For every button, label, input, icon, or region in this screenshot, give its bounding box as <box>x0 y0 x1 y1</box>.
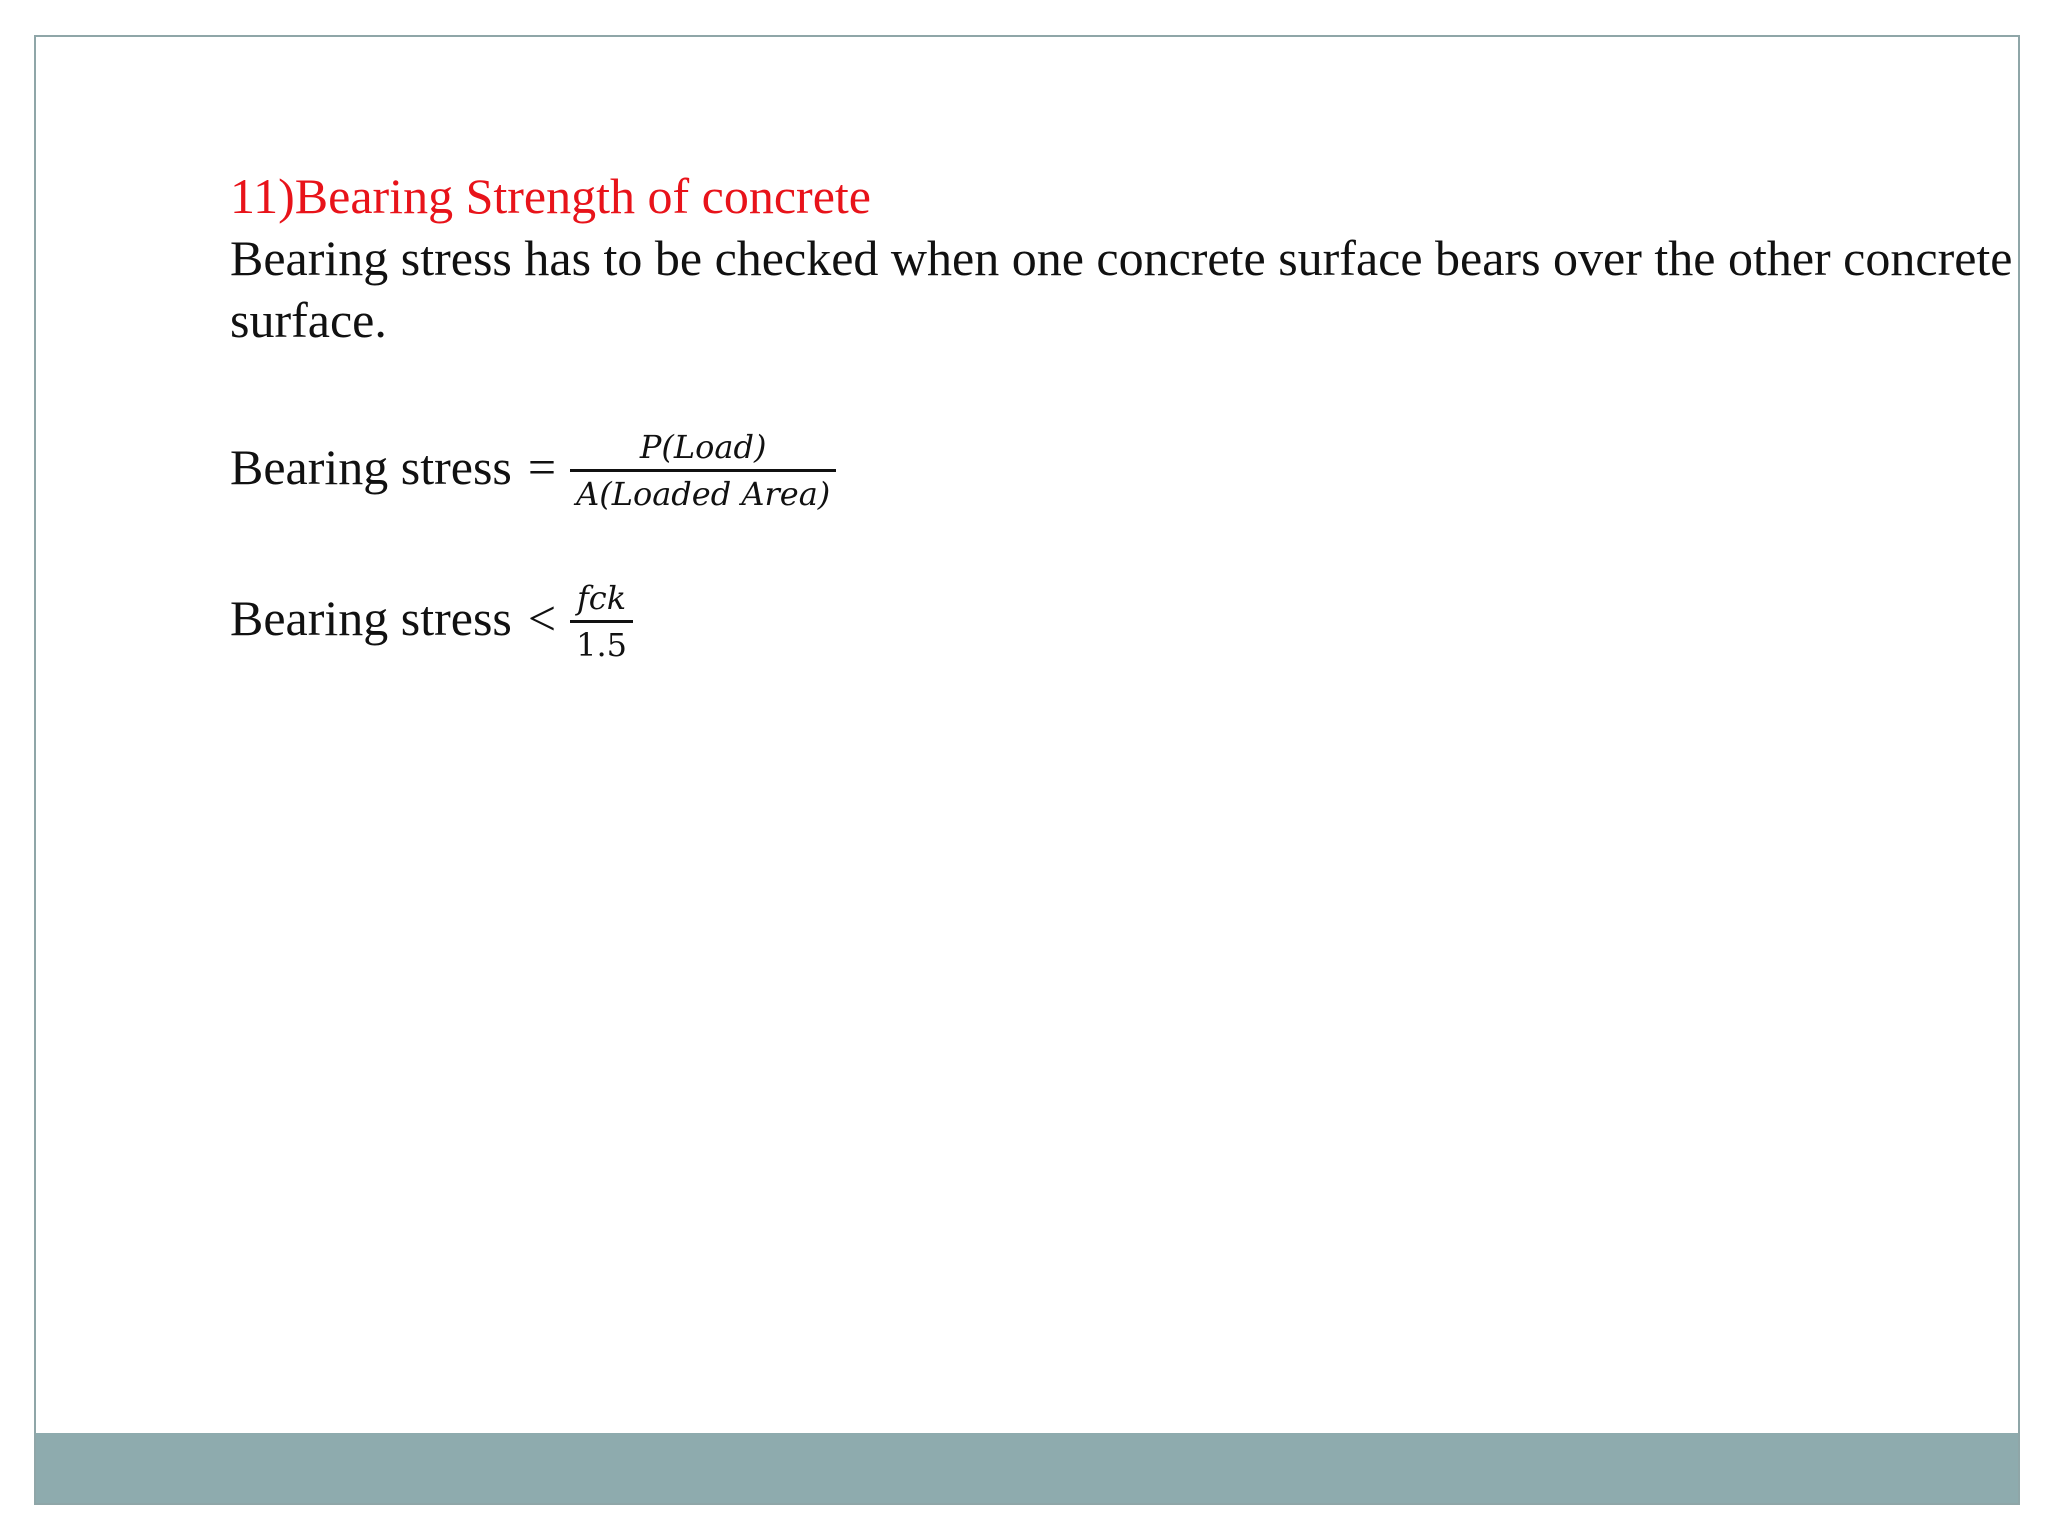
slide-content <box>230 165 2018 663</box>
slide-paragraph: Bearing stress has to be checked when one concrete surface bears over the other concrete surface. <box>230 230 2013 348</box>
formula-operator: = <box>527 438 557 495</box>
fraction-numerator: P(Load) <box>639 428 767 466</box>
formula-lhs: Bearing stress <box>230 589 512 646</box>
formula-fraction <box>570 576 633 667</box>
slide-heading: 11)Bearing Strength of concrete <box>230 168 871 224</box>
formula-bearing-stress-limit <box>230 572 2018 663</box>
formula-lhs: Bearing stress <box>230 438 512 495</box>
formula-fraction <box>570 425 836 516</box>
fraction-denominator: A(Loaded Area) <box>576 475 831 513</box>
footer-bar <box>36 1433 2018 1503</box>
slide <box>34 35 2020 1505</box>
fraction-denominator: 1.5 <box>576 626 627 664</box>
formula-bearing-stress-definition <box>230 421 2018 512</box>
formula-operator: < <box>527 589 557 646</box>
fraction-numerator: fck <box>576 579 627 617</box>
